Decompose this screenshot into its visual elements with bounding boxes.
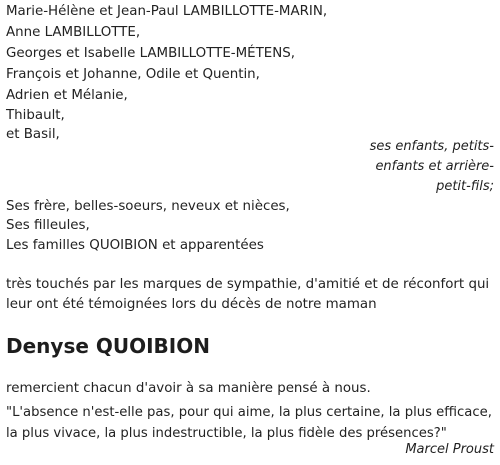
relation-line: enfants et arrière- (375, 159, 494, 174)
others-line: Ses filleules, (6, 218, 90, 233)
deceased-name: Denyse QUOIBION (6, 334, 210, 358)
message-line: leur ont été témoignées lors du décès de notre maman (6, 297, 377, 312)
relation-line: petit-fils; (436, 179, 494, 194)
others-line: Ses frère, belles-soeurs, neveux et nièces, (6, 199, 290, 214)
family-line: Anne LAMBILLOTTE, (6, 25, 141, 40)
family-line: Georges et Isabelle LAMBILLOTTE-MÉTENS, (6, 46, 296, 61)
message-line: très touchés par les marques de sympathie, d'amitié et de réconfort qui (6, 277, 490, 292)
family-line: François et Johanne, Odile et Quentin, (6, 67, 260, 82)
family-line: Adrien et Mélanie, (6, 88, 128, 103)
quote-line: la plus vivace, la plus indestructible, la plus fidèle des présences?" (6, 426, 447, 441)
quote-line: "L'absence n'est-elle pas, pour qui aime, la plus certaine, la plus efficace, (6, 405, 492, 420)
relation-line: ses enfants, petits- (369, 139, 494, 154)
family-line: et Basil, (6, 127, 60, 142)
others-line: Les familles QUOIBION et apparentées (6, 238, 264, 253)
quote-author: Marcel Proust (405, 442, 494, 457)
family-line: Thibault, (6, 108, 65, 123)
thanks-line: remercient chacun d'avoir à sa manière pensé à nous. (6, 381, 371, 396)
family-line: Marie-Hélène et Jean-Paul LAMBILLOTTE-MARIN, (6, 4, 328, 19)
